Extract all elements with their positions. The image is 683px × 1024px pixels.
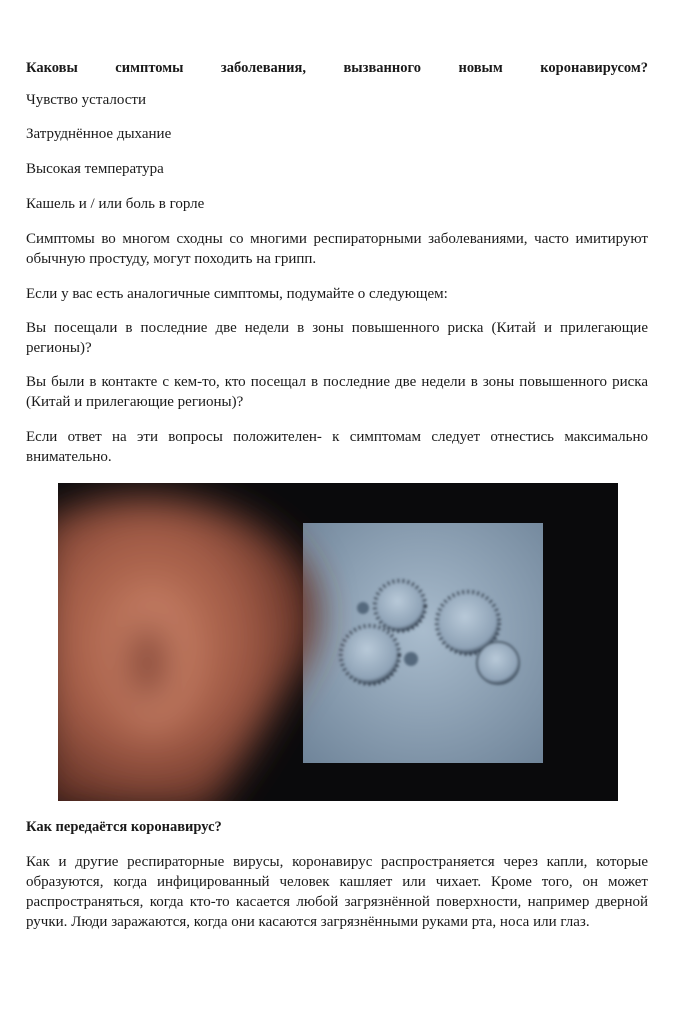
- micrograph-panel: [303, 523, 543, 763]
- body-paragraph: Вы были в контакте с кем-то, кто посещал в последние две недели в зоны повышенного риска (Китай и прилегающие регионы)?: [26, 374, 648, 410]
- symptom-item: Кашель и / или боль в горле: [26, 196, 205, 212]
- symptom-item: Затруднённое дыхание: [26, 126, 172, 142]
- symptom-item: Высокая температура: [26, 161, 164, 177]
- coronavirus-photo: [58, 483, 618, 801]
- body-paragraph: Симптомы во многом сходны со многими респираторными заболеваниями, часто имитируют обычную простуду, могут походить на грипп.: [26, 231, 648, 267]
- body-paragraph: Вы посещали в последние две недели в зоны повышенного риска (Китай и прилегающие регионы)?: [26, 320, 648, 356]
- body-paragraph: Если у вас есть аналогичные симптомы, подумайте о следующем:: [26, 286, 448, 302]
- symptoms-heading: Каковы симптомы заболевания, вызванного новым коронавирусом?: [26, 60, 648, 76]
- symptom-item: Чувство усталости: [26, 92, 146, 108]
- body-paragraph: Как и другие респираторные вирусы, коронавирус распространяется через капли, которые образуются, когда инфицированный человек кашляет или чихает. Кроме того, он может распространяться, когда кто-то касается любой загрязнённой поверхности, например дверной ручки. Люди заражаются, когда они касаются загрязнёнными руками рта, носа или глаз.: [26, 854, 648, 930]
- body-paragraph: Если ответ на эти вопросы положителен- к симптомам следует отнестись максимально внимательно.: [26, 429, 648, 465]
- photo-illustration: [58, 483, 618, 801]
- transmission-heading: Как передаётся коронавирус?: [26, 819, 222, 835]
